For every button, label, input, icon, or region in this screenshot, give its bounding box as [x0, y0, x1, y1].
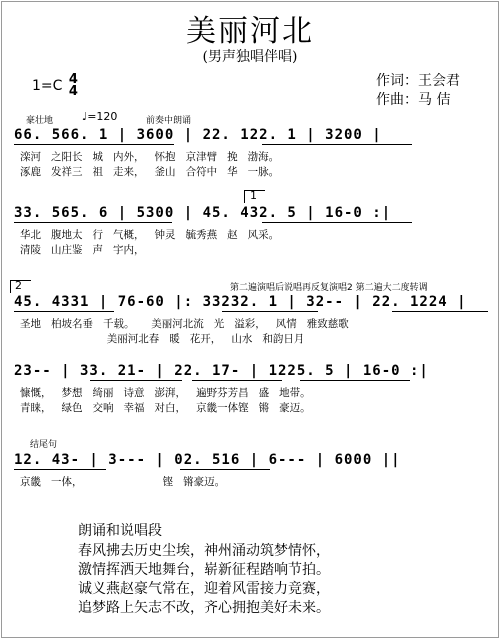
recitation-line-3: 诚义燕赵豪气常在，迎着风雷接力竞赛， — [78, 581, 330, 597]
lyric-line-3-verse-1: 圣地 柏坡名垂 千载。 美丽河北流 光 溢彩， 风情 雅致慈歌 — [20, 318, 349, 330]
tempo-marking: ♩=120 — [82, 110, 118, 123]
beam-line-4 — [90, 380, 182, 381]
recitation-line-1: 春风拂去历史尘埃，神州涌动筑梦情怀， — [78, 543, 330, 559]
beam-line-1 — [14, 144, 174, 145]
notation-line-1: 66. 566. 1 | 3600 | 22. 122. 1 | 3200 | — [14, 127, 382, 143]
volta-label-1: 1 — [250, 189, 257, 202]
lyric-line-5: 京畿 一体， 铿 锵豪迈。 — [20, 476, 226, 488]
lyric-line-4-verse-1: 慷慨， 梦想 绮丽 诗意 澎湃， 遍野芬芳昌 盛 地带。 — [20, 387, 311, 399]
beam-line-4b — [192, 380, 282, 381]
beam-line-3 — [14, 311, 114, 312]
beam-line-5b — [180, 469, 270, 470]
lyric-line-2-verse-1: 华北 腹地太 行 气概， 钟灵 毓秀燕 赵 风采。 — [20, 229, 280, 241]
lyric-line-4-verse-2: 青睐， 绿色 交响 幸福 对白， 京畿一体铿 锵 豪迈。 — [20, 402, 311, 414]
recitation-line-4: 追梦路上矢志不改，齐心拥抱美好未来。 — [78, 600, 330, 616]
notation-line-3: 45. 4331 | 76-60 |: 33232. 1 | 32-- | 22. 1224 | — [14, 294, 467, 310]
lyricist-credit: 作词：王会君 — [376, 73, 460, 89]
beam-line-2b — [262, 222, 412, 223]
performance-instruction: 第二遍演唱后说唱再反复演唱2 第二遍大二度转调 — [230, 283, 428, 293]
beam-line-1b — [262, 144, 412, 145]
lyric-line-3-verse-2: 美丽河北春 暖 花开， 山水 和韵日月 — [20, 333, 305, 345]
lyric-line-1-verse-2: 涿鹿 发祥三 祖 走来， 釜山 合符中 华 一脉。 — [20, 166, 280, 178]
beam-line-2 — [14, 222, 172, 223]
composer-credit: 作曲：马 佶 — [376, 92, 451, 108]
volta-label-2: 2 — [15, 279, 22, 292]
recitation-heading: 朗诵和说唱段 — [78, 523, 162, 539]
prelude-note: 前奏中朗诵 — [146, 116, 192, 126]
beam-line-4c — [300, 380, 410, 381]
beam-line-3c — [392, 311, 488, 312]
recitation-line-2: 激情挥洒天地舞台，崭新征程踏响节拍。 — [78, 562, 330, 578]
beam-line-5 — [14, 469, 106, 470]
song-subtitle: (男声独唱伴唱) — [202, 49, 298, 65]
ending-label: 结尾句 — [30, 440, 58, 450]
notation-line-4: 23-- | 33. 21- | 22. 17- | 1225. 5 | 16-0 :| — [14, 363, 429, 379]
lyric-line-2-verse-2: 清陵 山庄鉴 声 宇内， — [20, 244, 145, 256]
expression-marking: 豪壮地 — [26, 116, 54, 126]
time-signature-bottom: 4 — [68, 84, 78, 99]
key-signature: 1=C 4 4 — [32, 72, 78, 99]
time-signature-top: 4 — [68, 72, 78, 87]
lyric-line-1-verse-1: 滦河 之阳长 城 内外， 怀抱 京津臂 挽 渤海。 — [20, 151, 280, 163]
song-title: 美丽河北 — [186, 14, 314, 49]
notation-line-5: 12. 43- | 3--- | 02. 516 | 6--- | 6000 || — [14, 452, 401, 468]
beam-line-3b — [222, 311, 318, 312]
notation-line-2: 33. 565. 6 | 5300 | 45. 432. 5 | 16-0 :| — [14, 205, 392, 221]
